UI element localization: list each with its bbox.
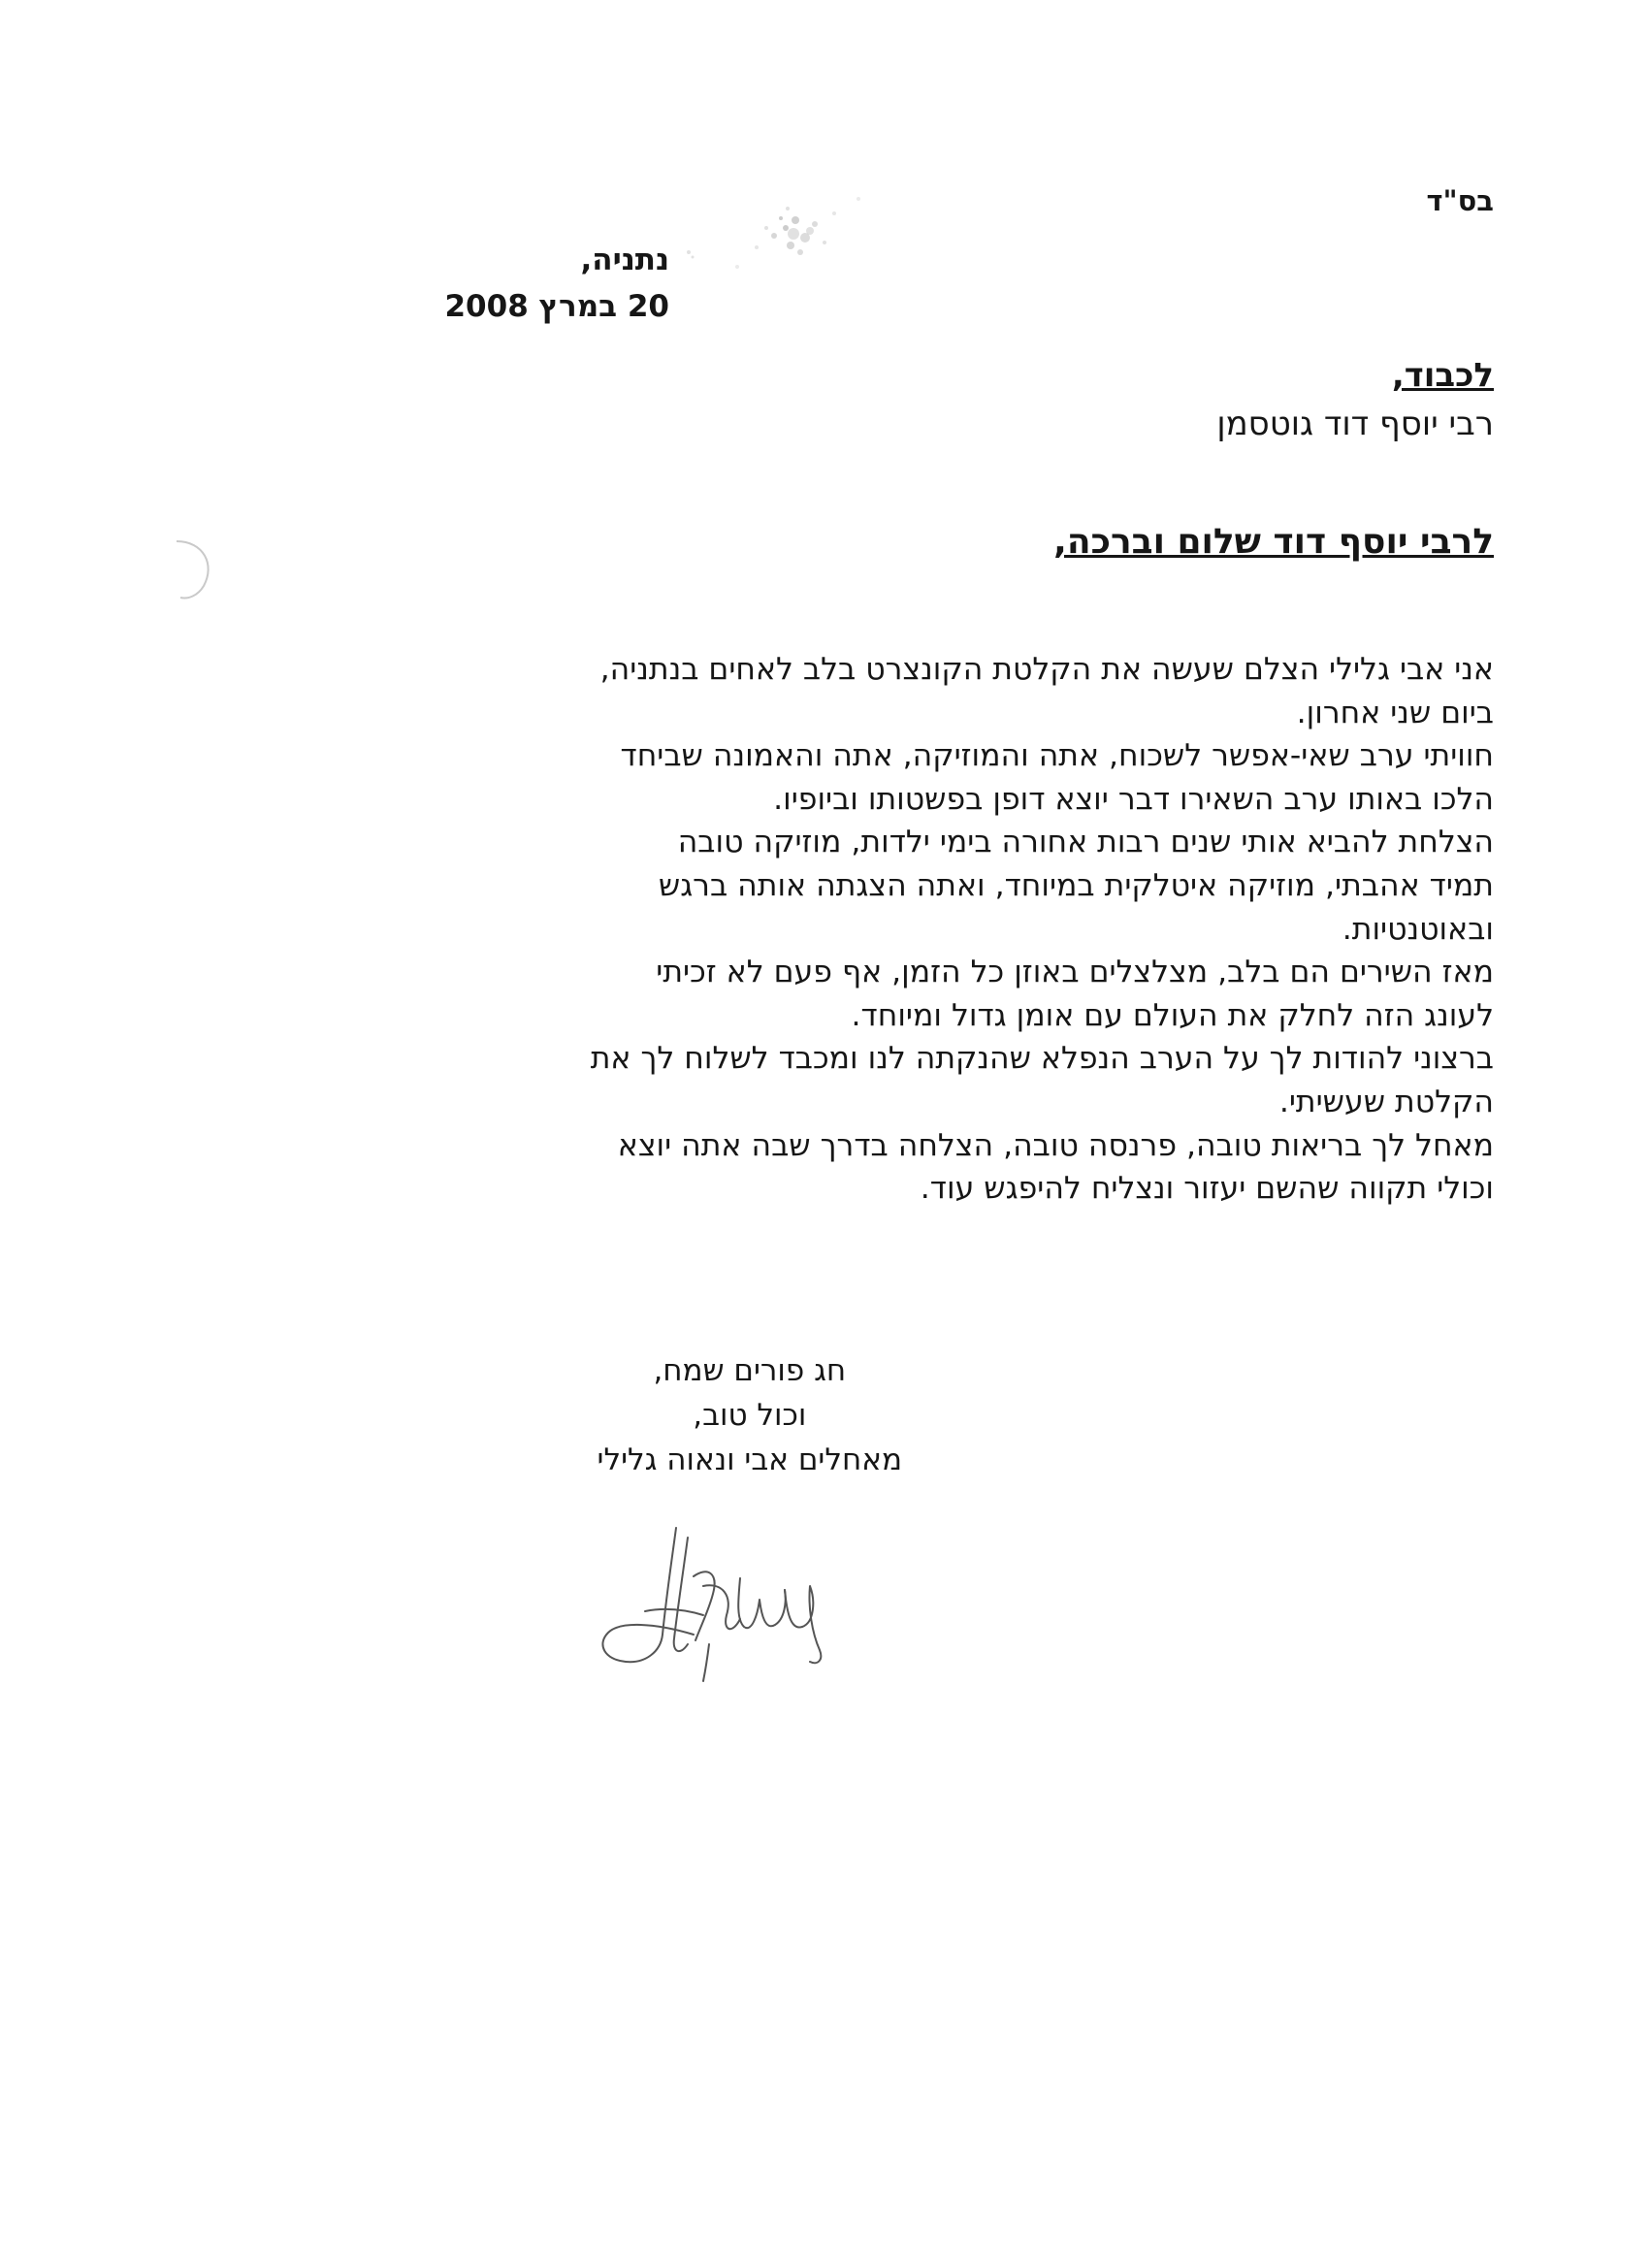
recipient-name: רבי יוסף דוד גוטסמן <box>1216 405 1494 443</box>
body-line: וכולי תקווה שהשם יעזור ונצליח להיפגש עוד. <box>920 1171 1494 1207</box>
body-line: אני אבי גלילי הצלם שעשה את הקלטת הקונצרט בלב לאחים בנתניה, <box>599 652 1494 687</box>
body-line: הלכו באותו ערב השאירו דבר יוצא דופן בפשטותו וביופיו. <box>773 781 1494 817</box>
recipient-block <box>1216 351 1494 448</box>
punch-hole-icon <box>165 535 223 603</box>
greeting: לרבי יוסף דוד שלום וברכה, <box>1053 522 1494 562</box>
date: 20 במרץ 2008 <box>444 289 669 324</box>
letter-body <box>378 648 1494 1211</box>
body-line: הקלטת שעשיתי. <box>1278 1084 1494 1119</box>
body-line: תמיד אהבתי, מוזיקה איטלקית במיוחד, ואתה הצגתה אותה ברגש <box>658 867 1494 903</box>
place: נתניה, <box>580 243 669 277</box>
closing-block <box>598 1348 902 1482</box>
body-line: ביום שני אחרון. <box>1296 695 1494 730</box>
body-line: חוויתי ערב שאי-אפשר לשכוח, אתה והמוזיקה, אתה והאמונה שביחד <box>620 738 1494 774</box>
body-line: מאז השירים הם בלב, מצלצלים באוזן כל הזמן, אף פעם לא זכיתי <box>656 955 1494 990</box>
closing-line: מאחלים אבי ונאוה גלילי <box>597 1442 902 1477</box>
scan-smudge-icon <box>679 160 902 296</box>
body-line: ובאוטנטיות. <box>1342 911 1494 947</box>
body-line: הצלחת להביא אותי שנים רבות אחורה בימי ילדות, מוזיקה טובה <box>677 825 1494 860</box>
handwritten-signature-icon <box>587 1518 858 1683</box>
body-line: לעונג הזה לחלק את העולם עם אומן גדול ומיוחד. <box>851 997 1494 1033</box>
recipient-honor: לכבוד, <box>1391 356 1494 395</box>
body-line: ברצוני להודות לך על הערב הנפלא שהנקתה לנו ומכבד לשלוח לך את <box>590 1041 1494 1077</box>
closing-line: חג פורים שמח, <box>653 1353 847 1388</box>
header-mark: בס"ד <box>1426 184 1494 217</box>
place-date-block <box>444 237 669 330</box>
closing-line: וכול טוב, <box>693 1398 807 1433</box>
body-line: מאחל לך בריאות טובה, פרנסה טובה, הצלחה בדרך שבה אתה יוצא <box>617 1127 1494 1163</box>
